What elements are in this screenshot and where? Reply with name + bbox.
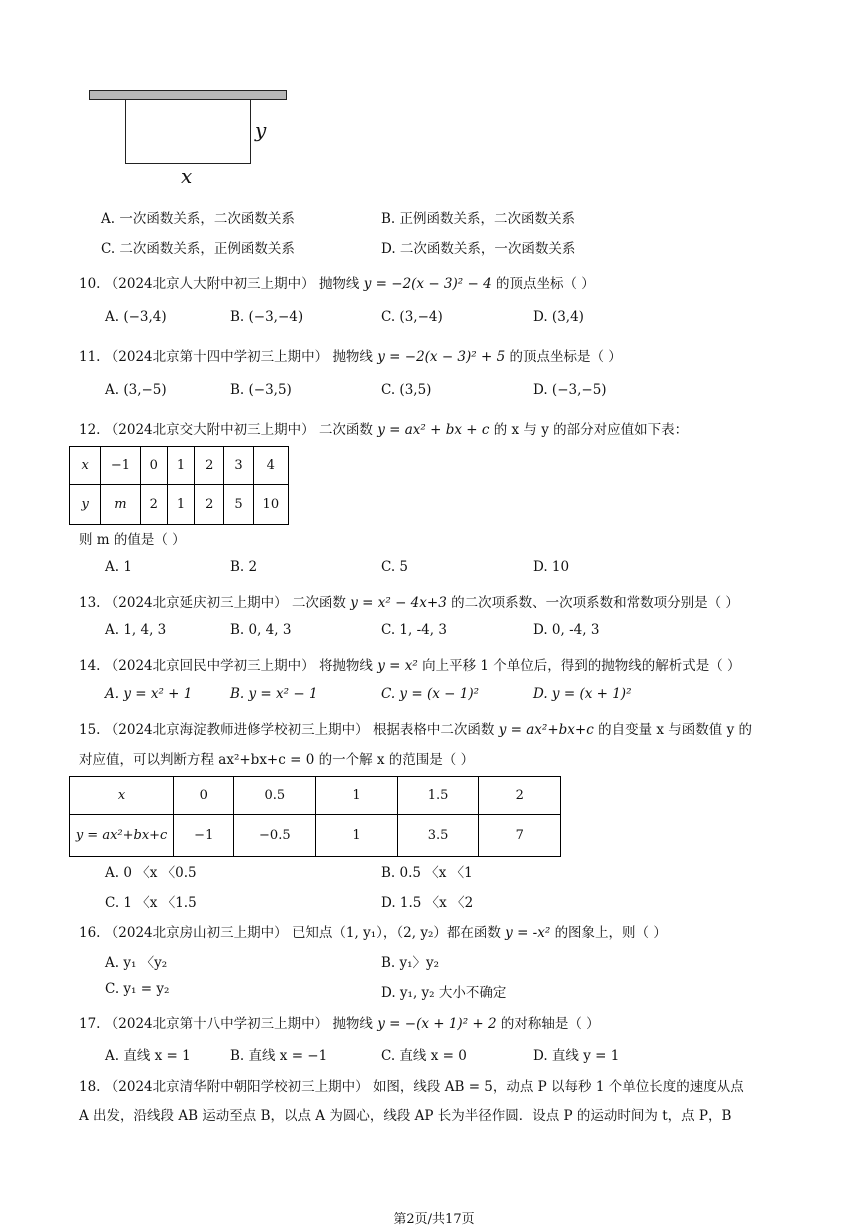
q11-option-d: D. (−3,−5) [533,382,607,398]
q10-option-a: A. (−3,4) [105,309,167,325]
question-16 [79,921,667,941]
q12-value-table [69,446,289,525]
question-text: 已知点（1, y₁），（2, y₂）都在函数 [291,925,501,941]
q15-value-table [69,776,561,857]
table-cell: 4 [253,447,288,485]
question-source: （2024北京清华附中朝阳学校初三上期中） [104,1079,369,1095]
question-formula: y = ax²+bx+c [498,722,594,738]
q12-followup: 则 m 的值是（ ） [79,532,186,548]
q13-option-b: B. 0, 4, 3 [230,622,292,638]
q10-option-b: B. (−3,−4) [230,309,304,325]
question-text-post: 的 x 与 y 的部分对应值如下表： [493,422,689,438]
table-cell: 0 [140,447,167,485]
question-number: 15. [79,722,101,738]
y-label: y [255,118,267,142]
q15-option-d: D. 1.5 〈x 〈2 [381,895,474,911]
question-formula: y = −2(x − 3)² + 5 [377,349,506,365]
question-number: 10. [79,276,101,292]
question-text: 二次函数 [318,422,373,438]
question-text: 根据表格中二次函数 [372,722,495,738]
q11-option-c: C. (3,5) [381,382,432,398]
table-cell: 1 [167,447,194,485]
question-number: 12. [79,422,101,438]
table-cell: 2 [479,777,561,815]
q9-option-d: D. 二次函数关系，一次函数关系 [381,241,576,257]
question-15-line2: 对应值，可以判断方程 ax²+bx+c = 0 的一个解 x 的范围是（ ） [79,752,475,768]
table-cell: m [101,485,140,525]
q10-option-d: D. (3,4) [533,309,584,325]
question-source: （2024北京第十四中学初三上期中） [104,349,329,365]
q9-option-b: B. 正例函数关系，二次函数关系 [381,211,576,227]
rectangle-shape [125,99,251,164]
q11-option-a: A. (3,−5) [105,382,167,398]
question-formula: y = x² − 4x+3 [350,595,447,611]
q9-option-c: C. 二次函数关系，正例函数关系 [101,241,295,257]
table-cell: 10 [253,485,288,525]
question-18 [79,1075,744,1095]
question-number: 16. [79,925,101,941]
table-cell: 3.5 [397,815,479,857]
q17-option-c: C. 直线 x = 0 [381,1048,467,1064]
q15-option-c: C. 1 〈x 〈1.5 [105,895,197,911]
table-cell: 2 [140,485,167,525]
q16-option-a: A. y₁ 〈y₂ [105,955,168,971]
question-13 [79,591,739,611]
question-source: （2024北京延庆初三上期中） [104,595,288,611]
q16-option-c: C. y₁ = y₂ [105,981,170,997]
question-text: 如图，线段 AB = 5，动点 P 以每秒 1 个单位长度的速度从点 [372,1079,744,1095]
question-number: 13. [79,595,101,611]
question-text-post: 的自变量 x 与函数值 y 的 [598,722,752,738]
question-text: 抛物线 [332,1016,373,1032]
question-text: 抛物线 [332,349,373,365]
question-text: 抛物线 [318,276,360,292]
table-cell: y = ax²+bx+c [70,815,174,857]
question-source: （2024北京海淀教师进修学校初三上期中） [104,722,369,738]
x-label: x [181,164,193,188]
question-15 [79,718,752,738]
table-cell: 2 [195,447,224,485]
question-text: 二次函数 [291,595,346,611]
table-cell: 1 [316,815,397,857]
table-cell: x [70,777,174,815]
question-number: 18. [79,1079,101,1095]
question-text: 将抛物线 [318,658,373,674]
table-cell: 1.5 [397,777,479,815]
table-cell: 1 [316,777,397,815]
q14-option-c: C. y = (x − 1)² [381,686,479,702]
q16-option-b: B. y₁〉y₂ [381,955,440,971]
question-source: （2024北京第十八中学初三上期中） [104,1016,329,1032]
question-formula: y = −2(x − 3)² − 4 [363,276,492,292]
question-11 [79,345,622,365]
question-text-post: 的图象上，则（ ） [554,925,667,941]
question-formula: y = -x² [505,925,551,941]
table-cell: −1 [101,447,140,485]
q15-option-b: B. 0.5 〈x 〈1 [381,865,473,881]
page-footer: 第2页/共17页 [393,1212,475,1227]
q17-option-d: D. 直线 y = 1 [533,1048,620,1064]
question-formula: y = −(x + 1)² + 2 [377,1016,497,1032]
question-text-post: 的顶点坐标是（ ） [509,349,622,365]
question-text-post: 向上平移 1 个单位后，得到的抛物线的解析式是（ ） [422,658,741,674]
q16-option-d: D. y₁, y₂ 大小不确定 [381,985,507,1001]
question-source: （2024北京房山初三上期中） [104,925,288,941]
question-number: 14. [79,658,101,674]
q12-option-b: B. 2 [230,559,258,575]
question-number: 11. [79,349,101,365]
question-text-post: 的二次项系数、一次项系数和常数项分别是（ ） [451,595,739,611]
table-cell: −0.5 [234,815,316,857]
q13-option-d: D. 0, -4, 3 [533,622,600,638]
question-source: （2024北京交大附中初三上期中） [104,422,315,438]
q13-option-c: C. 1, -4, 3 [381,622,447,638]
q12-option-a: A. 1 [105,559,132,575]
question-text-post: 的对称轴是（ ） [500,1016,600,1032]
question-14 [79,654,741,674]
q15-option-a: A. 0 〈x 〈0.5 [105,865,197,881]
table-cell: y [70,485,101,525]
question-10 [79,272,595,292]
question-formula: y = ax² + bx + c [377,422,490,438]
q9-option-a: A. 一次函数关系，二次函数关系 [101,211,295,227]
q14-option-a: A. y = x² + 1 [105,686,193,702]
q12-option-c: C. 5 [381,559,409,575]
q12-option-d: D. 10 [533,559,570,575]
question-source: （2024北京人大附中初三上期中） [104,276,315,292]
question-text-post: 的顶点坐标（ ） [495,276,595,292]
question-17 [79,1012,600,1032]
table-cell: 3 [224,447,253,485]
q14-option-b: B. y = x² − 1 [230,686,318,702]
q17-option-b: B. 直线 x = −1 [230,1048,328,1064]
table-cell: 0.5 [234,777,316,815]
q17-option-a: A. 直线 x = 1 [105,1048,191,1064]
q10-option-c: C. (3,−4) [381,309,443,325]
table-cell: 7 [479,815,561,857]
table-cell: 2 [195,485,224,525]
table-cell: 1 [167,485,194,525]
table-cell: −1 [174,815,234,857]
question-18-line2: A 出发，沿线段 AB 运动至点 B，以点 A 为圆心，线段 AP 长为半径作圆．设点 P 的运动时间为 t，点 P，B [79,1108,732,1124]
q14-option-d: D. y = (x + 1)² [533,686,632,702]
q13-option-a: A. 1, 4, 3 [105,622,167,638]
table-cell: x [70,447,101,485]
q11-option-b: B. (−3,5) [230,382,292,398]
question-source: （2024北京回民中学初三上期中） [104,658,315,674]
question-formula: y = x² [377,658,418,674]
question-number: 17. [79,1016,101,1032]
table-cell: 0 [174,777,234,815]
question-12 [79,418,688,438]
table-cell: 5 [224,485,253,525]
